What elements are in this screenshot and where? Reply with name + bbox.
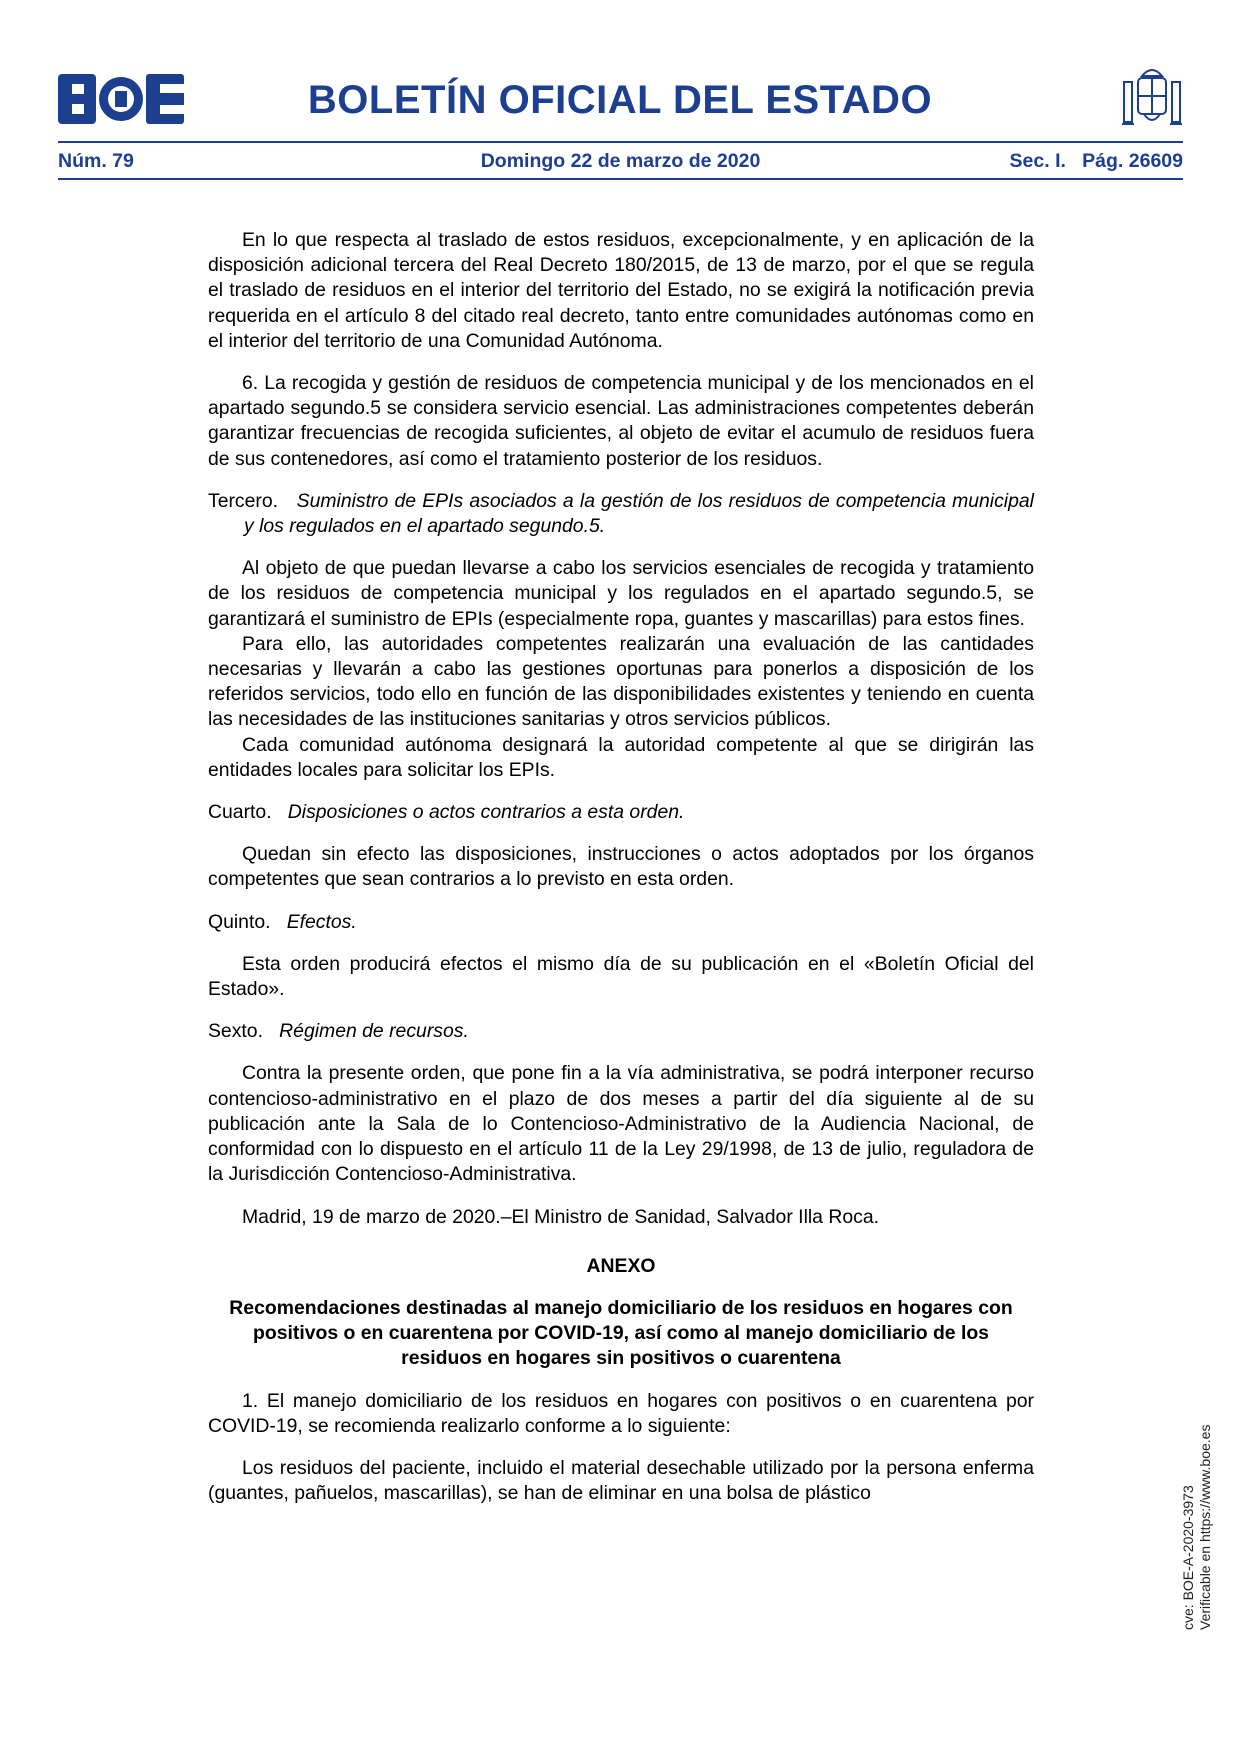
coat-of-arms-icon — [1118, 62, 1186, 134]
section-page: Sec. I. Pág. 26609 — [1009, 150, 1183, 172]
heading-number: Sexto. — [208, 1020, 263, 1043]
heading-title: Régimen de recursos. — [279, 1020, 469, 1043]
boe-logo — [58, 74, 184, 124]
verify-url: Verificable en https://www.boe.es — [1197, 1424, 1213, 1630]
annex-subtitle: Recomendaciones destinadas al manejo domiciliario de los residuos en hogares con positivos o en cuarentena por COVID-19, así como al manejo domiciliario de los residuos en hogares sin positivos o cuarentena — [229, 1296, 1013, 1370]
header-rule-top — [58, 141, 1183, 143]
section-heading — [208, 489, 1034, 539]
document-body — [208, 228, 1034, 1506]
paragraph: 6. La recogida y gestión de residuos de competencia municipal y de los mencionados en el apartado segundo.5 se considera servicio esencial. Las administraciones competentes deberán garantizar frecuencias de recogida suficientes, al objeto de evitar el acumulo de residuos fuera de sus contenedores, así como el tratamiento posterior de los residuos. — [208, 372, 1034, 470]
verification-note — [1180, 1425, 1214, 1630]
issue-number: Núm. 79 — [58, 150, 134, 172]
paragraph: Cada comunidad autónoma designará la autoridad competente al que se dirigirán las entidades locales para solicitar los EPIs. — [208, 733, 1034, 781]
paragraph: Los residuos del paciente, incluido el material desechable utilizado por la persona enferma (guantes, pañuelos, mascarillas), se han de eliminar en una bolsa de plástico — [208, 1456, 1034, 1505]
annex-title: ANEXO — [586, 1254, 656, 1277]
signature-line: Madrid, 19 de marzo de 2020.–El Ministro de Sanidad, Salvador Illa Roca. — [242, 1205, 880, 1228]
paragraph: Esta orden producirá efectos el mismo día de su publicación en el «Boletín Oficial del Estado». — [208, 952, 1034, 1001]
page-title: BOLETÍN OFICIAL DEL ESTADO — [307, 78, 933, 122]
heading-number: Tercero. — [208, 489, 279, 512]
paragraph: Al objeto de que puedan llevarse a cabo los servicios esenciales de recogida y tratamiento de los residuos de competencia municipal y los regulados en el apartado segundo.5, se garantizará el suministro de EPIs (especialmente ropa, guantes y mascarillas) para estos fines. — [208, 557, 1034, 630]
heading-number: Quinto. — [208, 910, 271, 933]
cve-code: cve: BOE-A-2020-3973 — [1180, 1485, 1196, 1630]
paragraph: Quedan sin efecto las disposiciones, instrucciones o actos adoptados por los órganos competentes que sean contrarios a lo previsto en esta orden. — [208, 843, 1034, 891]
paragraph: En lo que respecta al traslado de estos residuos, excepcionalmente, y en aplicación de la disposición adicional tercera del Real Decreto 180/2015, de 13 de marzo, por el que se regula el traslado de residuos en el interior del territorio del Estado, no se exigirá la notificación previa requerida en el artículo 8 del citado real decreto, tanto entre comunidades autónomas como en el interior del territorio de una Comunidad Autónoma. — [208, 229, 1034, 352]
header-rule-bottom — [58, 178, 1183, 180]
section-heading — [208, 910, 1034, 935]
paragraph: 1. El manejo domiciliario de los residuos en hogares con positivos o en cuarentena por COVID-19, se recomienda realizarlo conforme a lo siguiente: — [208, 1389, 1034, 1437]
paragraph: Para ello, las autoridades competentes realizarán una evaluación de las cantidades necesarias y llevarán a cabo las gestiones oportunas para ponerlos a disposición de los referidos servicios, todo ello en función de las disponibilidades existentes y teniendo en cuenta las necesidades de las instituciones sanitarias y otros servicios públicos. — [208, 632, 1034, 731]
heading-number: Cuarto. — [208, 801, 272, 824]
issue-date: Domingo 22 de marzo de 2020 — [480, 150, 761, 172]
heading-title: Suministro de EPIs asociados a la gestión de los residuos de competencia municipal y los regulados en el apartado segundo.5. — [244, 489, 1034, 538]
paragraph: Contra la presente orden, que pone fin a la vía administrativa, se podrá interponer recurso contencioso-administrativo en el plazo de dos meses a partir del día siguiente al de su publicación ante la Sala de lo Contencioso-Administrativo de la Audiencia Nacional, de conformidad con lo dispuesto en el artículo 11 de la Ley 29/1998, de 13 de julio, reguladora de la Jurisdicción Contencioso-Administrativa. — [208, 1062, 1034, 1186]
section-heading — [208, 1019, 1034, 1044]
heading-title: Efectos. — [286, 910, 357, 933]
section-heading — [208, 800, 1034, 825]
heading-title: Disposiciones o actos contrarios a esta orden. — [287, 801, 685, 824]
